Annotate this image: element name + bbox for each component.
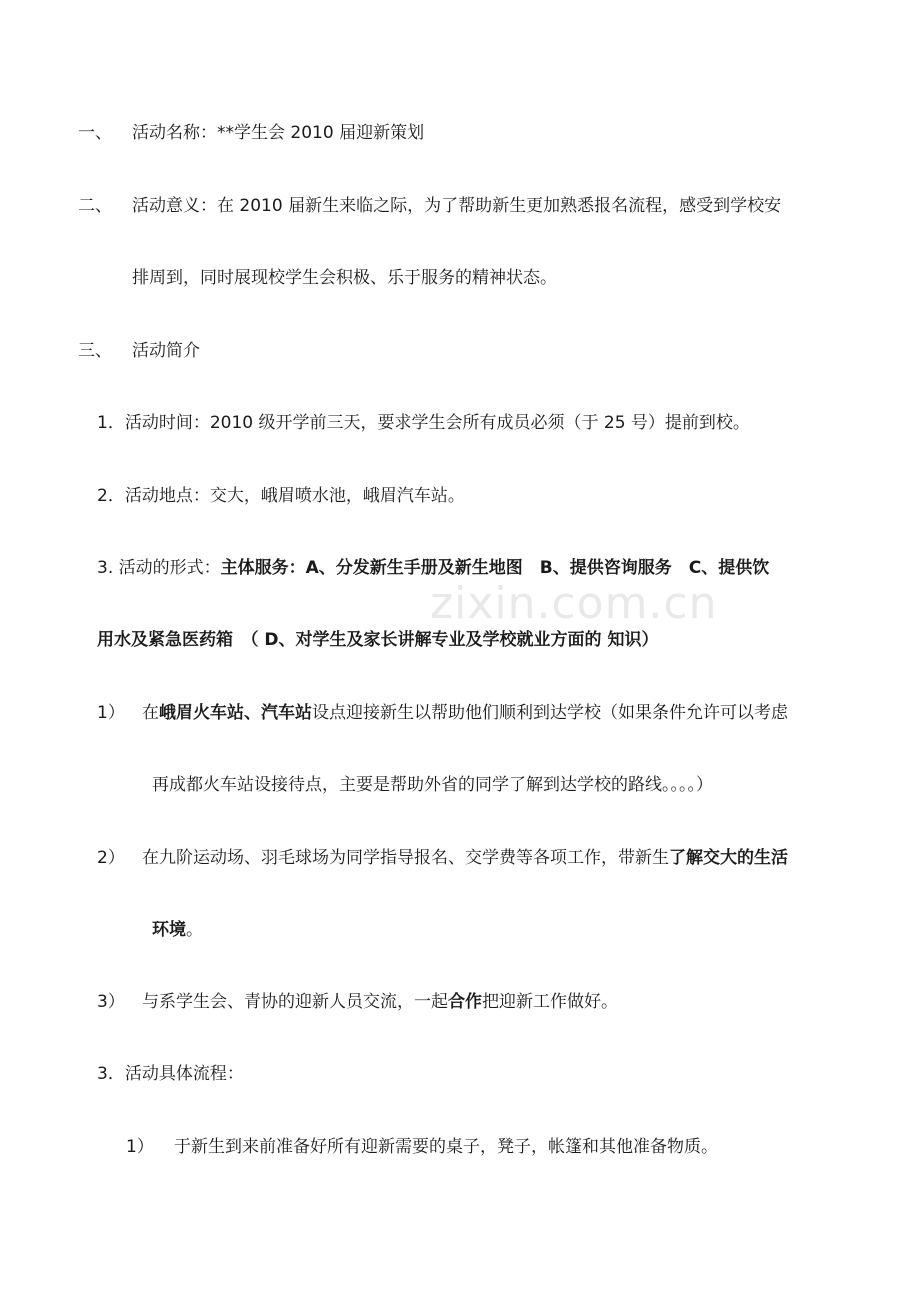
subitem-3-text bbox=[142, 990, 618, 1014]
subitem-1-text bbox=[142, 701, 788, 725]
subitem-3-bold: 合作 bbox=[448, 992, 482, 1012]
subitem-2-pre: 在九阶运动场、羽毛球场为同学指导报名、交学费等各项工作，带新生 bbox=[142, 848, 669, 868]
watermark: zixin.com.cn bbox=[430, 578, 718, 629]
subitem-2-continuation bbox=[152, 918, 203, 942]
subitem-2-cont-post: 。 bbox=[186, 920, 203, 940]
section-1 bbox=[78, 121, 112, 145]
section-2-number: 二、 bbox=[78, 196, 112, 216]
subitem-2-bold: 了解交大的生活 bbox=[669, 848, 788, 868]
item-activity-form-continuation: 用水及紧急医药箱 （ D、对学生及家长讲解专业及学校就业方面的 知识） bbox=[97, 630, 659, 650]
item-activity-form-bold: 主体服务：A、分发新生手册及新生地图 B、提供咨询服务 C、提供饮 bbox=[220, 558, 770, 578]
subitem-1-number: 1） bbox=[97, 703, 125, 723]
subitem-3-post: 把迎新工作做好。 bbox=[482, 992, 618, 1012]
flow-1-text: 于新生到来前准备好所有迎新需要的桌子，凳子，帐篷和其他准备物质。 bbox=[174, 1137, 718, 1157]
subitem-2-number: 2） bbox=[97, 848, 125, 868]
subitem-1-continuation: 再成都火车站设接待点，主要是帮助外省的同学了解到达学校的路线。。。。） bbox=[152, 775, 713, 795]
subitem-2-text bbox=[142, 846, 788, 870]
subitem-1-post: 设点迎接新生以帮助他们顺利到达学校（如果条件允许可以考虑 bbox=[312, 703, 788, 723]
section-1-text: 活动名称：**学生会 2010 届迎新策划 bbox=[132, 123, 425, 143]
subitem-3-pre: 与系学生会、青协的迎新人员交流，一起 bbox=[142, 992, 448, 1012]
section-2-text: 活动意义：在 2010 届新生来临之际，为了帮助新生更加熟悉报名流程，感受到学校安 bbox=[132, 196, 782, 216]
subitem-1-pre: 在 bbox=[142, 703, 159, 723]
section-2-continuation: 排周到，同时展现校学生会积极、乐于服务的精神状态。 bbox=[132, 268, 557, 288]
subitem-1-bold: 峨眉火车站、汽车站 bbox=[159, 703, 312, 723]
item-activity-flow: 3．活动具体流程： bbox=[97, 1064, 244, 1084]
subitem-2-cont-bold: 环境 bbox=[152, 920, 186, 940]
subitem-3-number: 3） bbox=[97, 992, 125, 1012]
item-activity-form bbox=[97, 556, 769, 580]
item-activity-time: 1．活动时间：2010 级开学前三天，要求学生会所有成员必须（于 25 号）提前到校。 bbox=[97, 413, 750, 433]
flow-1-number: 1） bbox=[126, 1137, 154, 1157]
item-activity-location: 2．活动地点：交大，峨眉喷水池，峨眉汽车站。 bbox=[97, 486, 465, 506]
section-3-number: 三、 bbox=[78, 341, 112, 361]
section-1-number: 一、 bbox=[78, 123, 112, 143]
item-activity-form-prefix: 3. 活动的形式： bbox=[97, 558, 221, 578]
section-3-text: 活动简介 bbox=[132, 341, 200, 361]
